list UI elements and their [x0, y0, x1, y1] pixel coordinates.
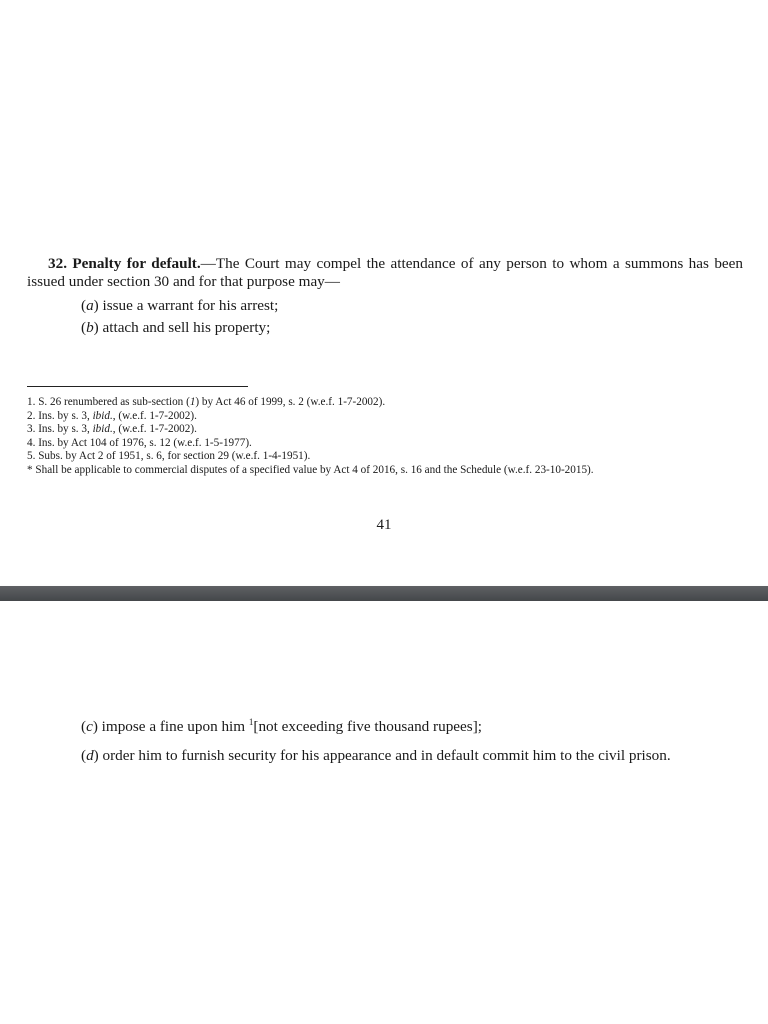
clause-text: order him to furnish security for his appearance and in default commit him to the civil prison.: [98, 747, 671, 764]
footnote-1: 1. S. 26 renumbered as sub-section (1) by Act 46 of 1999, s. 2 (w.e.f. 1-7-2002).: [27, 396, 386, 408]
footnotes: [27, 396, 747, 478]
clause-b: (b) attach and sell his property;: [81, 319, 271, 336]
section-32-paragraph: [27, 255, 743, 291]
footnote-separator: [27, 386, 248, 387]
footnote-2: 2. Ins. by s. 3, ibid., (w.e.f. 1-7-2002).: [27, 409, 197, 422]
clause-text: issue a warrant for his arrest;: [98, 297, 279, 314]
footnote-3: 3. Ins. by s. 3, ibid., (w.e.f. 1-7-2002).: [27, 423, 197, 436]
section-heading: 32. Penalty for default.: [48, 255, 201, 272]
clause-mark: c: [86, 718, 93, 735]
clause-mark: a: [86, 297, 94, 314]
clause-mark: d: [86, 747, 94, 764]
page-separator-bar: [0, 586, 768, 601]
clause-d: (d) order him to furnish security for his appearance and in default commit him to the civil prison.: [81, 747, 671, 764]
document-page-42: [0, 601, 768, 1024]
clause-text: impose a fine upon him: [97, 718, 249, 735]
section-text: —The Court may compel the attendance of any person to whom a summons has been issued under section 30 and for that purpose may—: [27, 255, 743, 290]
clause-text: attach and sell his property;: [98, 319, 271, 336]
clause-c: (c) impose a fine upon him $^1$[not exceeding five thousand rupees];: [81, 716, 482, 735]
clause-mark: b: [86, 319, 94, 336]
clause-text-amended: [not exceeding five thousand rupees];: [253, 718, 482, 735]
footnote-ref[interactable]: 1: [248, 716, 254, 727]
clause-a: (a) issue a warrant for his arrest;: [81, 297, 279, 314]
footnote-5: 5. Subs. by Act 2 of 1951, s. 6, for section 29 (w.e.f. 1-4-1951).: [27, 450, 311, 463]
footnote-4: 4. Ins. by Act 104 of 1976, s. 12 (w.e.f. 1-5-1977).: [27, 436, 252, 449]
footnote-asterisk: * Shall be applicable to commercial disputes of a specified value by Act 4 of 2016, s. 16 and the Schedule (w.e.f. 23-10-2015).: [27, 463, 594, 476]
page-number: 41: [376, 517, 392, 533]
